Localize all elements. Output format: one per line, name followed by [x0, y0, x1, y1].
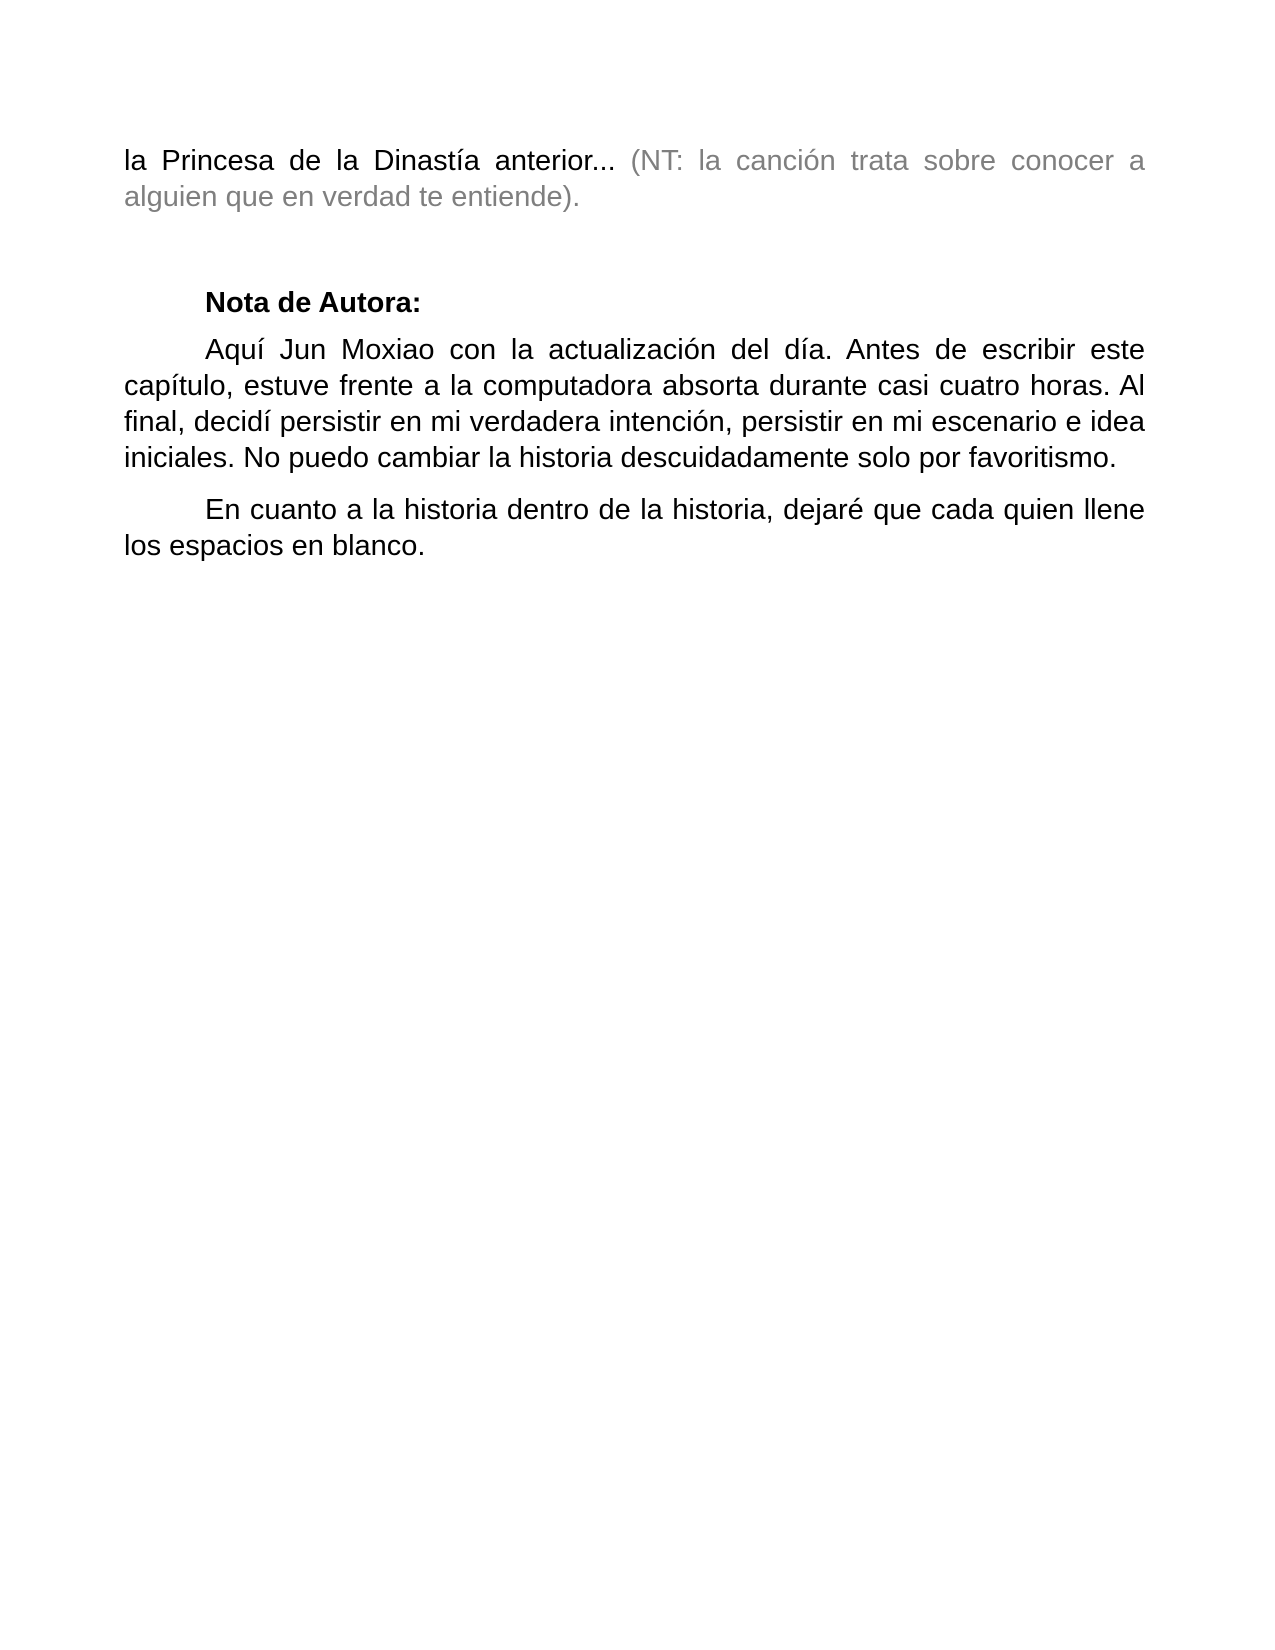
opening-paragraph	[124, 143, 1145, 215]
document-page	[124, 143, 1145, 580]
translator-note: (NT: la canción trata sobre conocer a alguien que en verdad te entiende).	[124, 145, 1145, 213]
opening-main-text: la Princesa de la Dinastía anterior...	[124, 145, 616, 177]
author-note-paragraph-2: En cuanto a la historia dentro de la historia, dejaré que cada quien llene los espacios en blanco.	[124, 494, 1145, 562]
author-note-heading: Nota de Autora:	[205, 287, 422, 319]
author-note-paragraph-1: Aquí Jun Moxiao con la actualización del día. Antes de escribir este capítulo, estuve frente a la computadora absorta durante casi cuatro horas. Al final, decidí persistir en mi verdadera intención, persistir en mi escenario e idea iniciales. No puedo cambiar la historia descuidadamente solo por favoritismo.	[124, 334, 1145, 474]
